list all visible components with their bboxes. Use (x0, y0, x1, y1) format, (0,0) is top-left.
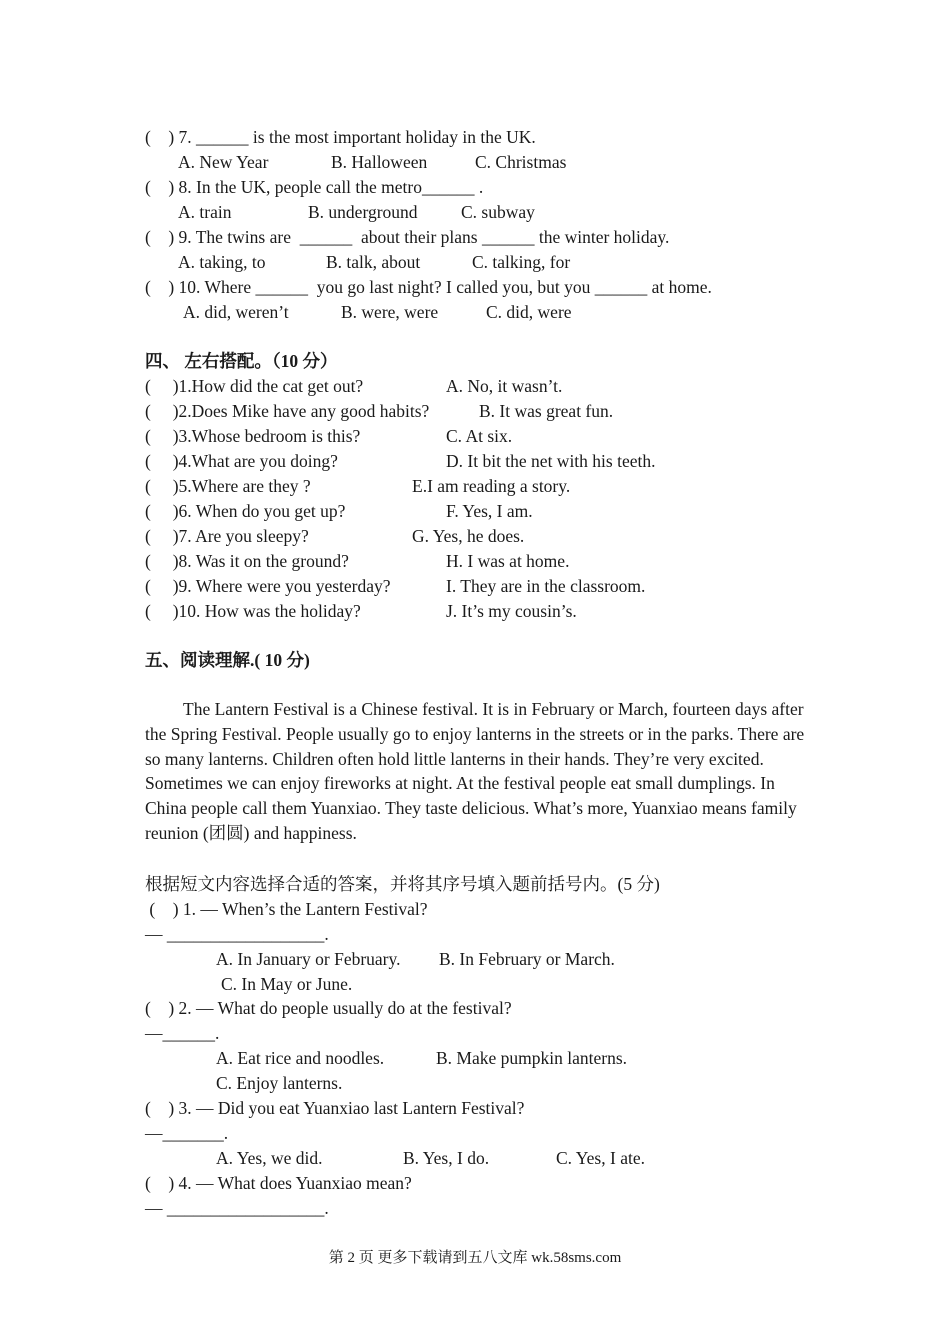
reading-question-1-stem: ( ) 1. — When’s the Lantern Festival? (145, 899, 428, 919)
match-answer-f: F. Yes, I am. (446, 501, 533, 521)
question-10-option-c: C. did, were (486, 302, 572, 322)
match-answer-h: H. I was at home. (446, 551, 570, 571)
question-9-option-a: A. taking, to (178, 252, 266, 272)
match-question-6: ( )6. When do you get up? (145, 501, 346, 521)
match-question-3: ( )3.Whose bedroom is this? (145, 426, 361, 446)
reading-question-3-option-a: A. Yes, we did. (216, 1148, 323, 1168)
reading-question-1-option-a: A. In January or February. (216, 949, 401, 969)
question-9-stem: ( ) 9. The twins are ______ about their plans ______ the winter holiday. (145, 227, 670, 247)
match-question-2: ( )2.Does Mike have any good habits? (145, 401, 430, 421)
reading-question-4-answer-blank: — __________________. (145, 1198, 329, 1218)
match-question-1: ( )1.How did the cat get out? (145, 376, 364, 396)
match-answer-d: D. It bit the net with his teeth. (446, 451, 656, 471)
reading-passage: The Lantern Festival is a Chinese festival. It is in February or March, fourteen days after the Spring Festival. People usually go to enjoy lanterns in the streets or in the parks. There are so many lanterns. Children often hold little lanterns in their hands. They’re very excited. Sometimes we can enjoy fireworks at night. At the festival people eat small dumplings. In China people call them Yuanxiao. They taste delicious. What’s more, Yuanxiao means family reunion (团圆) and happiness. (145, 699, 805, 843)
reading-question-2-stem: ( ) 2. — What do people usually do at the festival? (145, 998, 512, 1018)
match-question-8: ( )8. Was it on the ground? (145, 551, 349, 571)
reading-question-2-answer-blank: —______. (145, 1023, 220, 1043)
reading-question-4-stem: ( ) 4. — What does Yuanxiao mean? (145, 1173, 412, 1193)
question-10-option-a: A. did, weren’t (183, 302, 289, 322)
match-answer-g: G. Yes, he does. (412, 526, 525, 546)
match-question-10: ( )10. How was the holiday? (145, 601, 361, 621)
question-7-stem: ( ) 7. ______ is the most important holiday in the UK. (145, 127, 536, 147)
match-answer-a: A. No, it wasn’t. (446, 376, 563, 396)
question-8-stem: ( ) 8. In the UK, people call the metro______ . (145, 177, 484, 197)
question-7-option-b: B. Halloween (331, 152, 428, 172)
reading-question-2-option-b: B. Make pumpkin lanterns. (436, 1048, 628, 1068)
reading-question-2-option-a: A. Eat rice and noodles. (216, 1048, 385, 1068)
reading-question-1-option-c: C. In May or June. (221, 974, 353, 994)
match-question-5: ( )5.Where are they ? (145, 476, 311, 496)
reading-question-1-option-b: B. In February or March. (439, 949, 615, 969)
question-8-option-c: C. subway (461, 202, 535, 222)
question-9-option-c: C. talking, for (472, 252, 571, 272)
question-7-option-a: A. New Year (178, 152, 269, 172)
match-answer-c: C. At six. (446, 426, 513, 446)
reading-instruction: 根据短文内容选择合适的答案，并将其序号填入题前括号内。(5 分) (145, 874, 660, 894)
page-footer: 第 2 页 更多下载请到五八文库 wk.58sms.com (328, 1250, 622, 1266)
question-7-option-c: C. Christmas (475, 152, 567, 172)
reading-question-3-option-b: B. Yes, I do. (403, 1148, 490, 1168)
match-question-7: ( )7. Are you sleepy? (145, 526, 309, 546)
reading-question-1-answer-blank: — __________________. (145, 924, 329, 944)
question-10-option-b: B. were, were (341, 302, 439, 322)
match-answer-i: I. They are in the classroom. (446, 576, 646, 596)
section-5-heading: 五、阅读理解.( 10 分) (145, 650, 310, 670)
reading-question-3-stem: ( ) 3. — Did you eat Yuanxiao last Lantern Festival? (145, 1098, 525, 1118)
reading-question-3-answer-blank: —_______. (145, 1123, 229, 1143)
match-answer-e: E.I am reading a story. (412, 476, 571, 496)
reading-question-2-option-c: C. Enjoy lanterns. (216, 1073, 343, 1093)
question-9-option-b: B. talk, about (326, 252, 421, 272)
match-answer-b: B. It was great fun. (479, 401, 614, 421)
match-question-9: ( )9. Where were you yesterday? (145, 576, 391, 596)
question-8-option-a: A. train (178, 202, 232, 222)
match-answer-j: J. It’s my cousin’s. (446, 601, 577, 621)
reading-question-3-option-c: C. Yes, I ate. (556, 1148, 645, 1168)
question-8-option-b: B. underground (308, 202, 418, 222)
match-question-4: ( )4.What are you doing? (145, 451, 338, 471)
question-10-stem: ( ) 10. Where ______ you go last night? I called you, but you ______ at home. (145, 277, 712, 297)
section-4-heading: 四、 左右搭配。（10 分） (145, 351, 338, 371)
